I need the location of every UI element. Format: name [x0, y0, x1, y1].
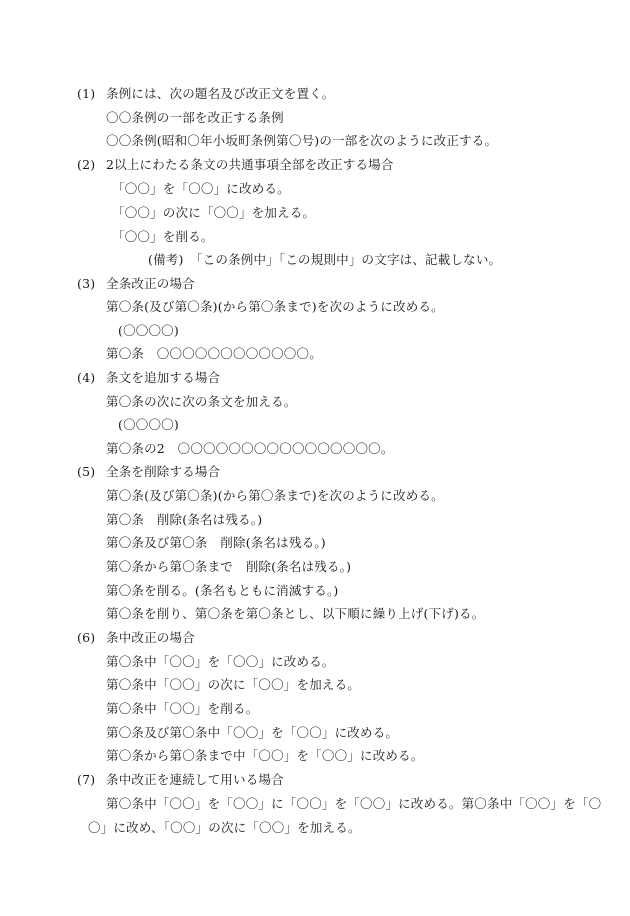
section-number: (2)	[77, 157, 96, 172]
body-line: 第〇条の2 〇〇〇〇〇〇〇〇〇〇〇〇〇〇〇〇。	[106, 441, 394, 456]
body-line: 第〇条中「〇〇」の次に「〇〇」を加える。	[106, 677, 361, 692]
body-line: 第〇条中「〇〇」を「〇〇」に改める。	[106, 654, 335, 669]
body-line: 第〇条中「〇〇」を削る。	[106, 701, 259, 716]
section-number: (4)	[77, 370, 96, 385]
section-heading: 全条を削除する場合	[106, 464, 221, 479]
body-line: 第〇条中「〇〇」を「〇〇」に「〇〇」を「〇〇」に改める。第〇条中「〇〇」を「〇	[106, 796, 602, 811]
section-number: (3)	[77, 276, 96, 291]
section-number: (5)	[77, 464, 96, 479]
caption-line: (〇〇〇〇)	[118, 323, 179, 338]
body-line: 第〇条(及び第〇条)(から第〇条まで)を次のように改める。	[106, 299, 444, 314]
body-line: 第〇条の次に次の条文を加える。	[106, 394, 297, 409]
body-line: 「〇〇」の次に「〇〇」を加える。	[112, 205, 316, 220]
body-line-continuation: 〇」に改め、「〇〇」の次に「〇〇」を加える。	[88, 820, 361, 835]
section-heading: 条文を追加する場合	[106, 370, 221, 385]
section-number: (1)	[77, 86, 96, 101]
body-line: 第〇条から第〇条まで中「〇〇」を「〇〇」に改める。	[106, 748, 424, 763]
section-heading: 2以上にわたる条文の共通事項全部を改正する場合	[106, 157, 394, 172]
caption-line: (〇〇〇〇)	[118, 417, 179, 432]
body-line: 〇〇条例(昭和〇年小坂町条例第〇号)の一部を次のように改正する。	[106, 133, 498, 148]
section-heading: 全条改正の場合	[106, 276, 195, 291]
body-line: 第〇条 〇〇〇〇〇〇〇〇〇〇〇〇。	[106, 346, 322, 361]
body-line: 第〇条 削除(条名は残る。)	[106, 512, 263, 527]
section-heading: 条中改正を連続して用いる場合	[106, 772, 284, 787]
body-line: 第〇条から第〇条まで 削除(条名は残る。)	[106, 559, 352, 574]
note-line: (備考) 「この条例中」「この規則中」の文字は、記載しない。	[148, 252, 502, 267]
section-number: (7)	[77, 772, 96, 787]
section-heading: 条例には、次の題名及び改正文を置く。	[106, 86, 335, 101]
section-heading: 条中改正の場合	[106, 630, 195, 645]
body-line: 第〇条及び第〇条 削除(条名は残る。)	[106, 535, 326, 550]
body-line: 第〇条(及び第〇条)(から第〇条まで)を次のように改める。	[106, 488, 444, 503]
body-line: 第〇条及び第〇条中「〇〇」を「〇〇」に改める。	[106, 725, 399, 740]
body-line: 第〇条を削る。(条名もともに消滅する。)	[106, 583, 339, 598]
body-line: 第〇条を削り、第〇条を第〇条とし、以下順に繰り上げ(下げ)る。	[106, 606, 485, 621]
body-line: 「〇〇」を「〇〇」に改める。	[112, 181, 290, 196]
section-number: (6)	[77, 630, 96, 645]
body-line: 〇〇条例の一部を改正する条例	[106, 110, 284, 125]
body-line: 「〇〇」を削る。	[112, 229, 214, 244]
